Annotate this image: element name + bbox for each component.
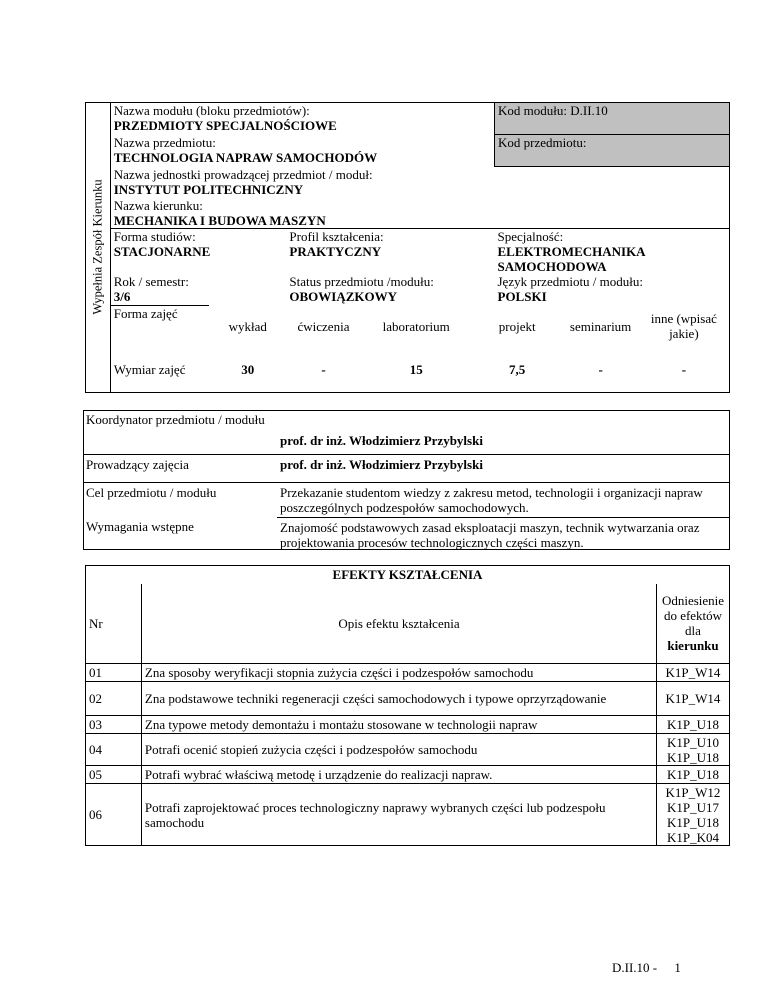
effect-desc: Zna podstawowe techniki regeneracji części samochodowych i typowe oprzyrządowanie [141,682,656,716]
side-label: Wypełnia Zespół Kierunku [90,179,105,315]
module-name: PRZEDMIOTY SPECJALNOŚCIOWE [113,118,337,133]
col-reference [657,584,730,664]
effect-desc: Potrafi wybrać właściwą metodę i urządzenie do realizacji napraw. [141,766,656,784]
effect-nr: 01 [86,664,142,682]
effect-desc: Potrafi ocenić stopień zużycia części i podzespołów samochodu [141,734,656,766]
col-reference-bold: kierunku [667,638,719,654]
language-label: Język przedmiotu / modułu: [497,274,644,289]
unit-name: INSTYTUT POLITECHNICZNY [113,182,304,197]
effect-ref: K1P_U10 K1P_U18 [657,734,730,766]
language-cell [495,274,730,305]
study-form-cell [110,229,286,275]
year-cell [110,274,286,305]
coordinator-table [83,410,730,552]
effect-nr: 02 [86,682,142,716]
lecturer-name: prof. dr inż. Włodzimierz Przybylski [277,454,730,482]
hours-value: 7,5 [472,347,563,392]
class-type: seminarium [569,318,632,334]
effect-ref: K1P_U18 [657,716,730,734]
subject-cell [110,135,494,167]
effect-desc: Zna typowe metody demontażu i montażu stosowane w technologii napraw [141,716,656,734]
subject-label: Nazwa przedmiotu: [113,134,216,150]
status-label: Status przedmiotu /modułu: [289,274,434,289]
effect-nr: 06 [86,784,142,846]
unit-cell [110,167,729,198]
hours-value: - [286,347,360,392]
class-type: laboratorium [382,318,450,334]
unit-label: Nazwa jednostki prowadzącej przedmiot / moduł: [113,167,373,182]
effect-nr: 04 [86,734,142,766]
class-form-label: Forma zajęć [110,305,209,347]
field-cell [110,198,729,229]
profile: PRAKTYCZNY [289,244,382,259]
effect-nr: 03 [86,716,142,734]
class-type: inne (wpisać jakie) [639,305,730,347]
module-name-cell [110,103,494,135]
hours-value: - [639,347,730,392]
effect-ref: K1P_W14 [657,664,730,682]
subject-code: Kod przedmiotu: [495,135,730,167]
hours-value: 15 [361,347,472,392]
module-code: Kod modułu: D.II.10 [495,103,730,135]
col-description: Opis efektu kształcenia [141,584,656,664]
profile-label: Profil kształcenia: [289,229,384,244]
class-type: wykład [228,318,267,334]
page-number: 1 [674,960,681,975]
requirements-label: Wymagania wstępne [86,519,194,534]
footer-code: D.II.10 - [612,960,658,975]
specialty: ELEKTROMECHANIKA SAMOCHODOWA [497,244,645,274]
specialty-cell [495,229,730,275]
effect-desc: Potrafi zaprojektować proces technologiczny naprawy wybranych części lub podzespołu samochodu [141,784,656,846]
profile-cell [286,229,494,275]
effect-ref: K1P_W12 K1P_U17 K1P_U18 K1P_K04 [657,784,730,846]
study-form: STACJONARNE [113,244,211,259]
effects-table [85,565,730,846]
language: POLSKI [497,289,547,304]
study-form-label: Forma studiów: [113,229,196,244]
col-reference-text: Odniesienie do efektów dla [661,593,725,639]
module-info-table [85,102,730,393]
field-label: Nazwa kierunku: [113,197,203,213]
lecturer-label: Prowadzący zajęcia [83,454,277,482]
effect-ref: K1P_U18 [657,766,730,784]
hours-value: 30 [209,347,286,392]
coordinator-name: prof. dr inż. Włodzimierz Przybylski [277,410,730,454]
effects-title: EFEKTY KSZTAŁCENIA [86,566,730,584]
side-label-cell [86,103,111,393]
field-name: MECHANIKA I BUDOWA MASZYN [113,212,326,228]
specialty-label: Specjalność: [497,229,564,244]
status: OBOWIĄZKOWY [289,289,398,304]
status-cell [286,274,494,305]
subject-name: TECHNOLOGIA NAPRAW SAMOCHODÓW [113,149,378,165]
hours-label: Wymiar zajęć [110,347,209,392]
page-footer [612,960,681,976]
effect-desc: Zna sposoby weryfikacji stopnia zużycia części i podzespołów samochodu [141,664,656,682]
class-type: ćwiczenia [297,318,350,334]
col-nr: Nr [86,584,142,664]
hours-value: - [563,347,639,392]
coordinator-label: Koordynator przedmiotu / modułu [83,410,277,454]
class-type: projekt [498,318,536,334]
goal-text: Przekazanie studentom wiedzy z zakresu metod, technologii i organizacji napraw poszczególnych podzespołów samochodowych. [277,482,730,517]
effect-ref: K1P_W14 [657,682,730,716]
effect-nr: 05 [86,766,142,784]
year-label: Rok / semestr: [113,274,189,289]
year: 3/6 [113,289,131,304]
module-name-label: Nazwa modułu (bloku przedmiotów): [113,103,310,118]
requirements-text: Znajomość podstawowych zasad eksploatacji maszyn, technik wytwarzania oraz projektowania procesów technologicznych części maszyn. [280,519,700,550]
goal-label: Cel przedmiotu / modułu [86,484,217,500]
